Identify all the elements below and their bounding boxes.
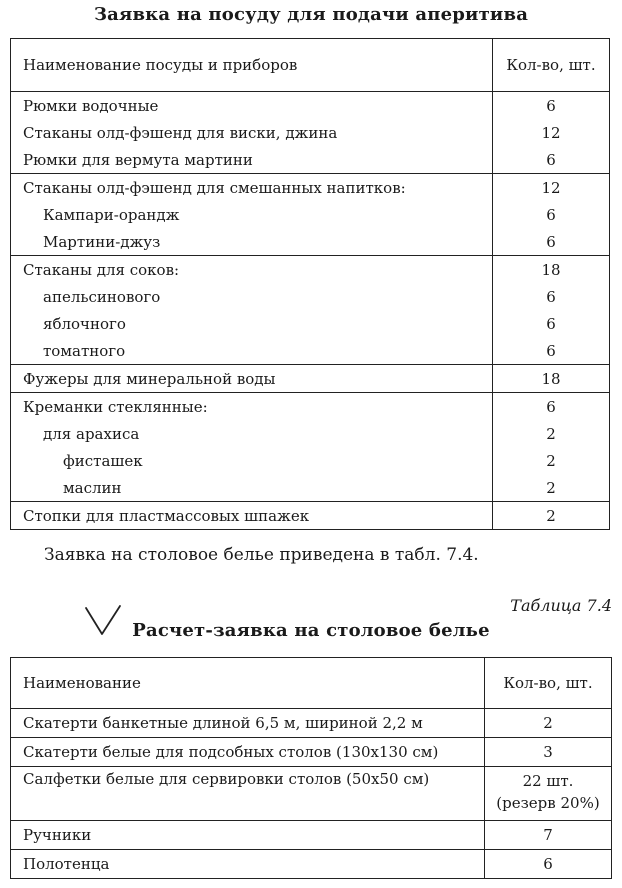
item-qty: 7 (543, 826, 553, 844)
item-qty-cell: 6 (493, 337, 610, 365)
item-name-cell (11, 393, 493, 421)
table2-title: Расчет-заявка на столовое белье (132, 620, 490, 641)
item-name-cell (11, 174, 493, 202)
item-qty-cell: 6 (493, 393, 610, 421)
item-qty-cell (485, 821, 612, 850)
table-header-row (11, 658, 612, 709)
item-name-cell: Полотенца (11, 850, 485, 879)
table-caption: Таблица 7.4 (510, 596, 612, 615)
item-name-cell (11, 146, 493, 174)
item-name: апельсинового (43, 287, 161, 306)
table-row (11, 474, 610, 502)
item-name: Мартини-джуз (43, 232, 161, 251)
item-qty-cell: 2 (493, 502, 610, 530)
table-row (11, 420, 610, 447)
table-row (11, 767, 612, 821)
header-name-cell: Наименование (11, 658, 485, 709)
header-qty-cell: Кол-во, шт. (485, 658, 612, 709)
item-name-cell (11, 337, 493, 365)
item-name-cell: Салфетки белые для сервировки столов (50x50 см) (11, 767, 485, 821)
table-row (11, 502, 610, 530)
item-name-cell (11, 310, 493, 337)
table-row (11, 821, 612, 850)
item-qty: 3 (543, 743, 553, 761)
item-qty-cell: 6 (493, 146, 610, 174)
header-name-cell: Наименование посуды и приборов (11, 39, 493, 92)
item-qty-cell: 6 (493, 228, 610, 256)
item-name-cell: Скатерти белые для подсобных столов (130x130 см) (11, 738, 485, 767)
item-name-cell (11, 447, 493, 474)
item-name: Фужеры для минеральной воды (23, 369, 276, 388)
item-qty-cell: 6 (493, 283, 610, 310)
table-header-row (11, 39, 610, 92)
header-qty-cell: Кол-во, шт. (493, 39, 610, 92)
item-name-cell (11, 365, 493, 393)
item-name: для арахиса (43, 424, 140, 443)
table2-body (11, 709, 612, 879)
item-name: Рюмки водочные (23, 96, 159, 115)
item-qty: 22 шт. (522, 772, 574, 790)
table-row (11, 365, 610, 393)
table-row (11, 310, 610, 337)
item-qty-note: (резерв 20%) (496, 794, 600, 812)
table-row (11, 337, 610, 365)
item-qty-cell: 2 (493, 474, 610, 502)
table-row (11, 447, 610, 474)
item-qty-cell: 18 (493, 256, 610, 284)
table1-title: Заявка на посуду для подачи аперитива (93, 4, 529, 25)
linen-order-table (10, 657, 612, 879)
item-qty-cell: 6 (493, 310, 610, 337)
item-qty-cell: 2 (493, 447, 610, 474)
table-row (11, 146, 610, 174)
item-name-cell (11, 474, 493, 502)
body-paragraph: Заявка на столовое белье приведена в табл. 7.4. (44, 545, 479, 565)
item-name: Кампари-орандж (43, 205, 180, 224)
item-qty: 2 (543, 714, 553, 732)
item-qty-cell (485, 738, 612, 767)
item-name-cell (11, 502, 493, 530)
item-qty-cell: 6 (493, 201, 610, 228)
item-name-cell (11, 119, 493, 146)
table1-body (11, 92, 610, 530)
item-name: Стаканы для соков: (23, 260, 180, 279)
item-qty-cell: 12 (493, 119, 610, 146)
item-name: Креманки стеклянные: (23, 397, 208, 416)
table-row (11, 256, 610, 284)
table-row (11, 850, 612, 879)
table-row (11, 201, 610, 228)
item-name: фисташек (63, 451, 143, 470)
item-qty-cell (485, 709, 612, 738)
item-name-cell (11, 256, 493, 284)
dishware-order-table (10, 38, 610, 530)
table-row (11, 119, 610, 146)
item-qty-cell (485, 850, 612, 879)
item-name: Стопки для пластмассовых шпажек (23, 506, 310, 525)
item-name-cell (11, 201, 493, 228)
table-row (11, 709, 612, 738)
table-row (11, 738, 612, 767)
item-name-cell: Скатерти банкетные длиной 6,5 м, шириной 2,2 м (11, 709, 485, 738)
item-qty-cell: 18 (493, 365, 610, 393)
table-row (11, 92, 610, 120)
item-name: томатного (43, 341, 126, 360)
item-name: яблочного (43, 314, 126, 333)
table-row (11, 283, 610, 310)
item-name: Рюмки для вермута мартини (23, 150, 253, 169)
item-name-cell (11, 420, 493, 447)
item-qty: 6 (543, 855, 553, 873)
item-qty-cell: 6 (493, 92, 610, 120)
item-qty-cell: 12 (493, 174, 610, 202)
item-qty-cell (485, 767, 612, 821)
item-qty-cell: 2 (493, 420, 610, 447)
item-name-cell (11, 228, 493, 256)
table-row (11, 228, 610, 256)
table-row (11, 174, 610, 202)
item-name: Стаканы олд-фэшенд для смешанных напитков: (23, 178, 406, 197)
item-name: Стаканы олд-фэшенд для виски, джина (23, 123, 338, 142)
item-name-cell: Ручники (11, 821, 485, 850)
item-name-cell (11, 283, 493, 310)
item-name-cell (11, 92, 493, 120)
item-name: маслин (63, 478, 122, 497)
table-row (11, 393, 610, 421)
